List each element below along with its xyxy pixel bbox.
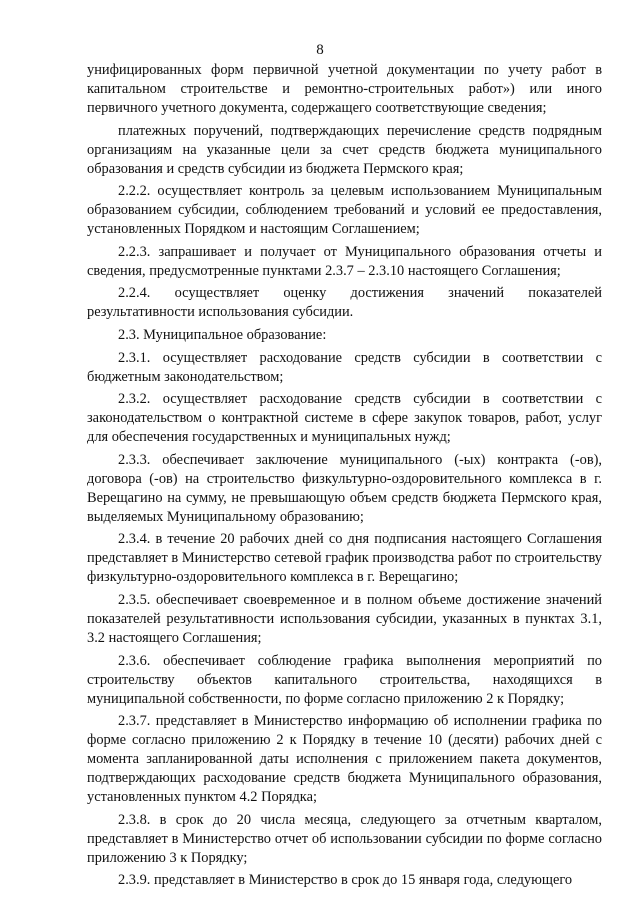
paragraph-2-3-7: 2.3.7. представляет в Министерство информацию об исполнении графика по форме согласно приложению 2 к Порядку в течение 10 (десяти) рабочих дней с момента запланированной даты исполнения с приложением пакета документов, подтверждающих расходование средств бюджета Муниципального образования, установленных пунктом 4.2 Порядка; xyxy=(87,713,602,806)
paragraph-2-3-5: 2.3.5. обеспечивает своевременное и в полном объеме достижение значений показателей результативности использования субсидии, указанных в пунктах 3.1, 3.2 настоящего Соглашения; xyxy=(87,591,602,646)
paragraph-2-2-3: 2.2.3. запрашивает и получает от Муниципального образования отчеты и сведения, предусмотренные пунктами 2.3.7 – 2.3.10 настоящего Соглашения; xyxy=(87,243,602,279)
paragraph-2-3-4: 2.3.4. в течение 20 рабочих дней со дня подписания настоящего Соглашения представляет в Министерство сетевой график производства работ по строительству физкультурно-оздоровительного комплекса в г. Верещагино; xyxy=(87,531,602,586)
paragraph-2-3-9: 2.3.9. представляет в Министерство в срок до 15 января года, следующего xyxy=(118,872,573,889)
document-body xyxy=(87,61,602,894)
page-number: 8 xyxy=(316,42,324,58)
paragraph-2-2-2: 2.2.2. осуществляет контроль за целевым использованием Муниципальным образованием субсидии, соблюдением требований и условий ее предоставления, установленных Порядком и настоящим Соглашением; xyxy=(87,183,602,238)
paragraph-2-3-8: 2.3.8. в срок до 20 числа месяца, следующего за отчетным кварталом, представляет в Министерство отчет об использовании субсидии по форме согласно приложению 3 к Порядку; xyxy=(87,811,602,866)
paragraph-2-3-2: 2.3.2. осуществляет расходование средств субсидии в соответствии с законодательством о контрактной системе в сфере закупок товаров, работ, услуг для обеспечения государственных и муниципальных нужд; xyxy=(87,391,602,446)
paragraph-2-3-6: 2.3.6. обеспечивает соблюдение графика выполнения мероприятий по строительству объектов капитального строительства, находящихся в муниципальной собственности, по форме согласно приложению 2 к Порядку; xyxy=(87,652,602,707)
paragraph-payment-orders: платежных поручений, подтверждающих перечисление средств подрядным организациям на указанные цели за счет средств бюджета муниципального образования и средств субсидии из бюджета Пермского края; xyxy=(87,122,602,177)
section-heading-2-3: 2.3. Муниципальное образование: xyxy=(118,326,327,343)
paragraph-2-3-1: 2.3.1. осуществляет расходование средств субсидии в соответствии с бюджетным законодательством; xyxy=(87,349,602,385)
paragraph-2-3-3: 2.3.3. обеспечивает заключение муниципального (-ых) контракта (-ов), договора (-ов) на строительство физкультурно-оздоровительного комплекса в г. Верещагино на сумму, не превышающую объем средств бюджета Пермского края, выделяемых Муниципальному образованию; xyxy=(87,451,602,525)
paragraph-2-2-4: 2.2.4. осуществляет оценку достижения значений показателей результативности использования субсидии. xyxy=(87,285,602,321)
paragraph-continuation: унифицированных форм первичной учетной документации по учету работ в капитальном строительстве и ремонтно-строительных работ») или иного первичного учетного документа, содержащего соответствующие сведения; xyxy=(87,62,602,116)
